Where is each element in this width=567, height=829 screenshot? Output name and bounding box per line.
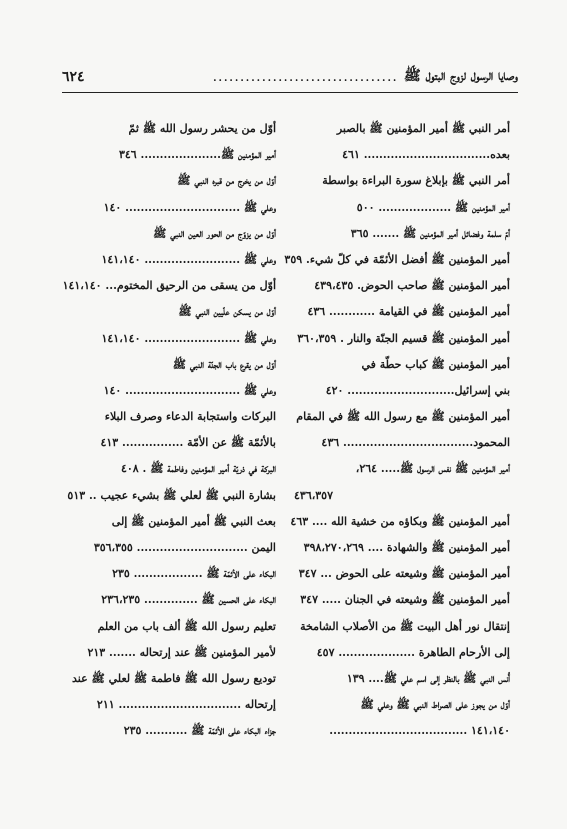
index-entry-line: بالأئمّة ﷺ عن الأمّة ................ ٤١٣ — [100, 436, 276, 450]
index-column-right — [284, 116, 510, 745]
index-entry-line: أوّل من يخرج من قبره النبي ﷺ — [177, 174, 276, 188]
page-header — [62, 66, 518, 88]
index-entry-line: أمير المؤمنين ﷺ نفس الرسول ﷺ..... ٢٦٤، — [355, 462, 510, 476]
index-entry-line: البركات واستجابة الدعاء وصرف البلاء — [104, 410, 276, 424]
header-rule — [62, 92, 518, 93]
index-entry-line: البكاء على الأئمّة ﷺ .................. ٢٣٥ — [112, 567, 276, 581]
index-entry-line: أوّل من يزوّج من الحور العين النبي ﷺ — [153, 226, 276, 240]
index-entry-line: بشارة النبي ﷺ لعلي ﷺ بشيء عجيب .. ٥١٣ — [67, 488, 276, 502]
index-entry-line: أمير المؤمنين ﷺ مع رسول الله ﷺ في المقام — [296, 410, 510, 424]
index-entry-line: جزاء البكاء على الأئمّة ﷺ ........... ٢٣٥ — [123, 724, 276, 738]
header-leader-dots: .................................. — [212, 69, 398, 85]
index-entry-line: البكاء على الحسين ﷺ .............. ٢٣٦،٢٣٥ — [101, 593, 276, 607]
index-entry-line: توديع رسول الله ﷺ فاطمة ﷺ لعلي ﷺ عند — [72, 671, 276, 685]
index-entry-line: اليمن ............................. ٣٥٦،٣٥٥ — [93, 541, 276, 554]
index-entry-line: أمير المؤمنين ﷺ..................... ٣٤٦ — [118, 148, 276, 162]
index-entry-line: أمير المؤمنين ﷺ وشيعته في الجنان ..... ٣٤٧ — [300, 593, 510, 607]
page-number: ٦٢٤ — [62, 69, 85, 85]
index-entry-line: المحمود.................................. ٤٣٦ — [321, 436, 510, 450]
index-entry-line: أمير المؤمنين ﷺ كباب حطّة في — [361, 357, 510, 371]
index-entry-line: إرتحاله ................................ ٢١١ — [96, 698, 276, 712]
index-entry-line: إنتقال نور أهل البيت ﷺ من الأصلاب الشامخة — [300, 619, 510, 633]
index-entry-line: أمير المؤمنين ﷺ صاحب الحوض. ٤٣٩،٤٣٥ — [314, 279, 510, 293]
index-entry-line: بعث النبي ﷺ أمير المؤمنين ﷺ إلى — [111, 514, 276, 528]
index-entry-line: وعلي ﷺ ......................... ١٤١،١٤٠ — [101, 252, 276, 266]
index-entry-line: بني إسرائيل............................ ٤٢٠ — [325, 383, 510, 397]
index-entry-line: أوّل من يسكن علّيين النبي ﷺ — [178, 305, 276, 319]
index-entry-line: أمر النبي ﷺ أمير المؤمنين ﷺ بالصبر — [336, 122, 510, 135]
index-entry-line: لأمير المؤمنين ﷺ عند إرتحاله ....... ٢١٣ — [87, 645, 276, 659]
index-entry-line: أمير المؤمنين ﷺ وشيعته على الحوض ... ٣٤٧ — [298, 567, 510, 581]
index-entry-line: البركة في ذريّة أمير المؤمنين وفاطمة ﷺ . ٤٠٨ — [120, 462, 276, 476]
index-entry-line: وعلي ﷺ ......................... ١٤١،١٤٠ — [101, 331, 276, 345]
index-entry-line: أمير المؤمنين ﷺ ................... ٥٠٠ — [356, 200, 510, 214]
index-entry-line: وعلي ﷺ .............................. ١٤٠ — [103, 200, 276, 214]
index-entry-line: تعليم رسول الله ﷺ ألف باب من العلم — [97, 619, 276, 633]
running-title: وصايا الرسول لزوج البتول ﷺ — [403, 68, 518, 84]
index-entry-line: أوّل من يجوز على الصراط النبي ﷺ وعلي ﷺ — [360, 698, 510, 712]
index-entry-line: أمير المؤمنين ﷺ والشهادة .... ٣٩٨،٢٧٠،٢٦٩ — [303, 541, 510, 554]
index-entry-line: أُنس النبي ﷺ بالنظر إلى اسم علي ﷺ.... ١٣٩ — [346, 671, 510, 685]
index-entry-line: أوّل من يقرع باب الجنّة النبي ﷺ — [172, 357, 276, 371]
index-entry-line: أمير المؤمنين ﷺ أفضل الأئمّة في كلّ شيء. ٣٥٩ — [284, 252, 510, 266]
index-entry-line: ١٤١،١٤٠ .................................... — [329, 724, 510, 738]
index-column-left — [60, 116, 276, 745]
index-entry-line: أمير المؤمنين ﷺ وبكاؤه من خشية الله .... ٤٦٣ — [290, 514, 510, 528]
index-entry-line: بعده................................. ٤٦١ — [342, 148, 510, 162]
index-entry-line: أمّ سلمة وفضائل أمير المؤمنين ﷺ ....... ٣٦٥ — [350, 226, 510, 240]
index-entry-line: وعلي ﷺ .............................. ١٤٠ — [103, 383, 276, 397]
index-entry-line: أمر النبي ﷺ بإبلاغ سورة البراءة بواسطة — [322, 174, 510, 188]
index-entry-line: أمير المؤمنين ﷺ قسيم الجنّة والنار . ٣٦٠،٣٥٩ — [297, 331, 510, 345]
index-entry-line: أمير المؤمنين ﷺ في القيامة ............ ٤٣٦ — [307, 305, 510, 319]
index-entry-line: أوّل من يسقى من الرحيق المختوم... ١٤١،١٤٠ — [62, 279, 276, 293]
index-entry-line: ٤٣٦،٣٥٧ — [294, 488, 333, 502]
index-entry-line: أوّل من يحشر رسول الله ﷺ ثمّ — [128, 122, 276, 135]
index-entry-line: إلى الأرحام الطاهرة .................... ٤٥٧ — [316, 645, 510, 659]
